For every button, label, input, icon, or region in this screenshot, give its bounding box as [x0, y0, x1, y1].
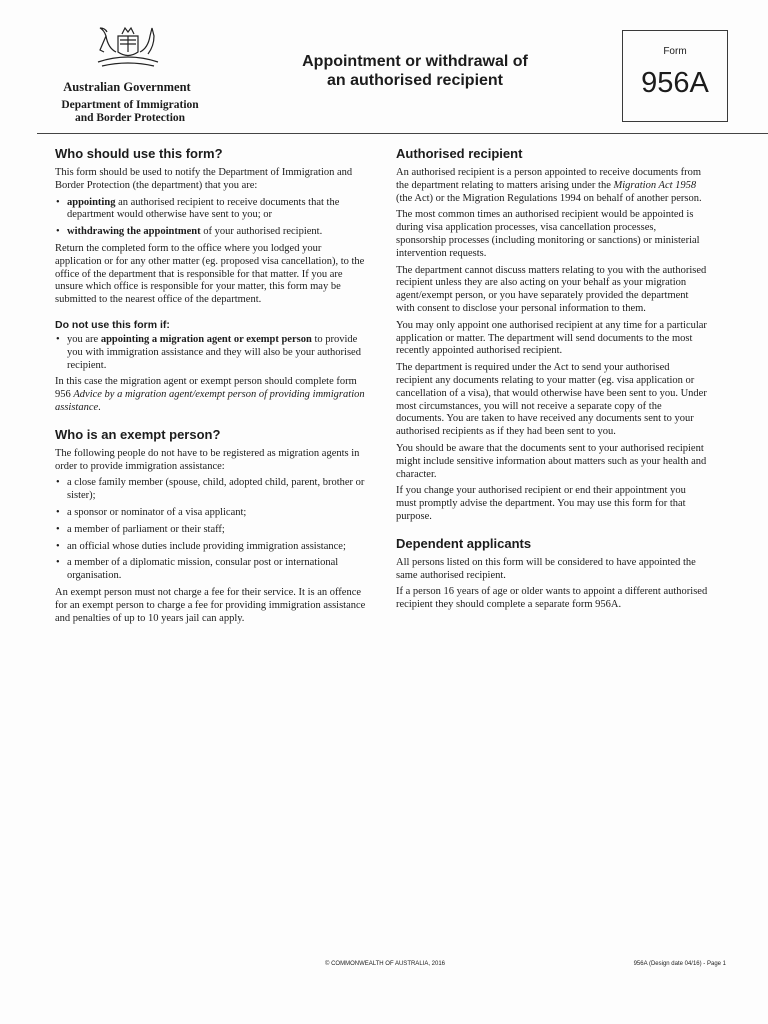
list-item: • appointing an authorised recipient to receive documents that the department would otherwise have sent to you; or [55, 197, 367, 223]
form-number-box [622, 30, 728, 122]
do-not-use-heading: Do not use this form if: [55, 318, 170, 331]
ar-paragraph-1: An authorised recipient is a person appointed to receive documents from the department relating to matters arising under the Migration Act 1958 (the Act) or the Migration Regulations 1994 on behalf of another person. [396, 167, 702, 204]
page-info: 956A (Design date 04/16) - Page 1 [633, 961, 726, 967]
list-item: • an official whose duties include providing immigration assistance; [55, 541, 367, 554]
department-line1: Department of Immigration [61, 99, 199, 111]
authorised-recipient-heading: Authorised recipient [396, 146, 523, 161]
who-intro: This form should be used to notify the Department of Immigration and Border Protection (the department) that you are: [55, 167, 353, 191]
ar-paragraph-3: The department cannot discuss matters relating to you with the authorised recipient unless they are also acting on your behalf as your migration agent/exempt person, or you have separately provided the department with consent to disclose your personal information to them. [396, 264, 707, 314]
department-line2: and Border Protection [74, 112, 186, 124]
exempt-intro: The following people do not have to be registered as migration agents in order to provide immigration assistance: [55, 447, 360, 472]
form-label: Form [663, 46, 687, 57]
right-column [396, 146, 708, 616]
page-title [280, 52, 550, 90]
list-item: • a member of parliament or their staff; [55, 524, 367, 537]
title-line1: Appointment or withdrawal of [302, 53, 528, 70]
government-name: Australian Government [63, 80, 191, 94]
case-text: In this case the migration agent or exempt person should complete form 956 Advice by a migration agent/exempt person of providing immigration assistance. [55, 376, 365, 413]
copyright-text: © COMMONWEALTH OF AUSTRALIA, 2016 [325, 961, 445, 967]
dep-paragraph-1: All persons listed on this form will be considered to have appointed the same authorised recipient. [396, 556, 696, 581]
ar-paragraph-5: The department is required under the Act to send your authorised recipient any documents relating to your matter (eg. visa application or cancellation of a visa), that would otherwise have been sent to you. Under most circumstances, you will not receive a separate copy of the documents. You are taken to have received any documents sent to your authorised recipients as if they had been sent to you. [396, 362, 707, 438]
dependent-applicants-heading: Dependent applicants [396, 535, 532, 551]
header-divider [37, 133, 768, 134]
department-name [50, 99, 210, 125]
list-item: • you are appointing a migration agent or exempt person to provide you with immigration assistance and they will also be your authorised recipient. [55, 334, 367, 372]
coat-of-arms-icon [88, 22, 168, 74]
ar-paragraph-6: You should be aware that the documents sent to your authorised recipient might include sensitive information about matters such as your health and character. [396, 442, 707, 480]
title-line2: an authorised recipient [326, 72, 504, 89]
dep-paragraph-2: If a person 16 years of age or older wants to appoint a different authorised recipient they should complete a separate form 956A. [396, 586, 708, 611]
exempt-list [55, 477, 367, 583]
left-column [55, 146, 367, 629]
fee-text: An exempt person must not charge a fee for their service. It is an offence for an exempt person to charge a fee for providing immigration assistance and penalties of up to 10 years jail can apply. [55, 586, 366, 624]
list-item: • withdrawing the appointment of your authorised recipient. [55, 226, 367, 239]
who-heading: Who should use this form? [55, 146, 223, 161]
list-item: • a close family member (spouse, child, adopted child, parent, brother or sister); [55, 477, 367, 503]
do-not-use-list [55, 334, 367, 372]
ar-paragraph-7: If you change your authorised recipient or end their appointment you must promptly advise the department. You may use this form for that purpose. [396, 485, 686, 522]
form-number: 956A [641, 67, 709, 99]
ar-paragraph-2: The most common times an authorised recipient would be appointed is during visa application processes, visa cancellation processes, sponsorship processes (including monitoring or sanctions) or ministerial intervention requests. [396, 209, 700, 259]
ar-paragraph-4: You may only appoint one authorised recipient at any time for a particular application or matter. The department will send documents to the most recently appointed authorised recipient. [396, 319, 707, 357]
who-list [55, 197, 367, 239]
exempt-heading: Who is an exempt person? [55, 426, 221, 442]
list-item: • a sponsor or nominator of a visa applicant; [55, 507, 367, 520]
list-item: • a member of a diplomatic mission, consular post or international organisation. [55, 557, 367, 583]
return-text: Return the completed form to the office where you lodged your application or for any other matter (eg. proposed visa cancellation), to the office of the department that is responsible for that matter. If you are unsure which office is responsible for your matter, this form may be submitted to the nearest office of the department. [55, 242, 365, 306]
